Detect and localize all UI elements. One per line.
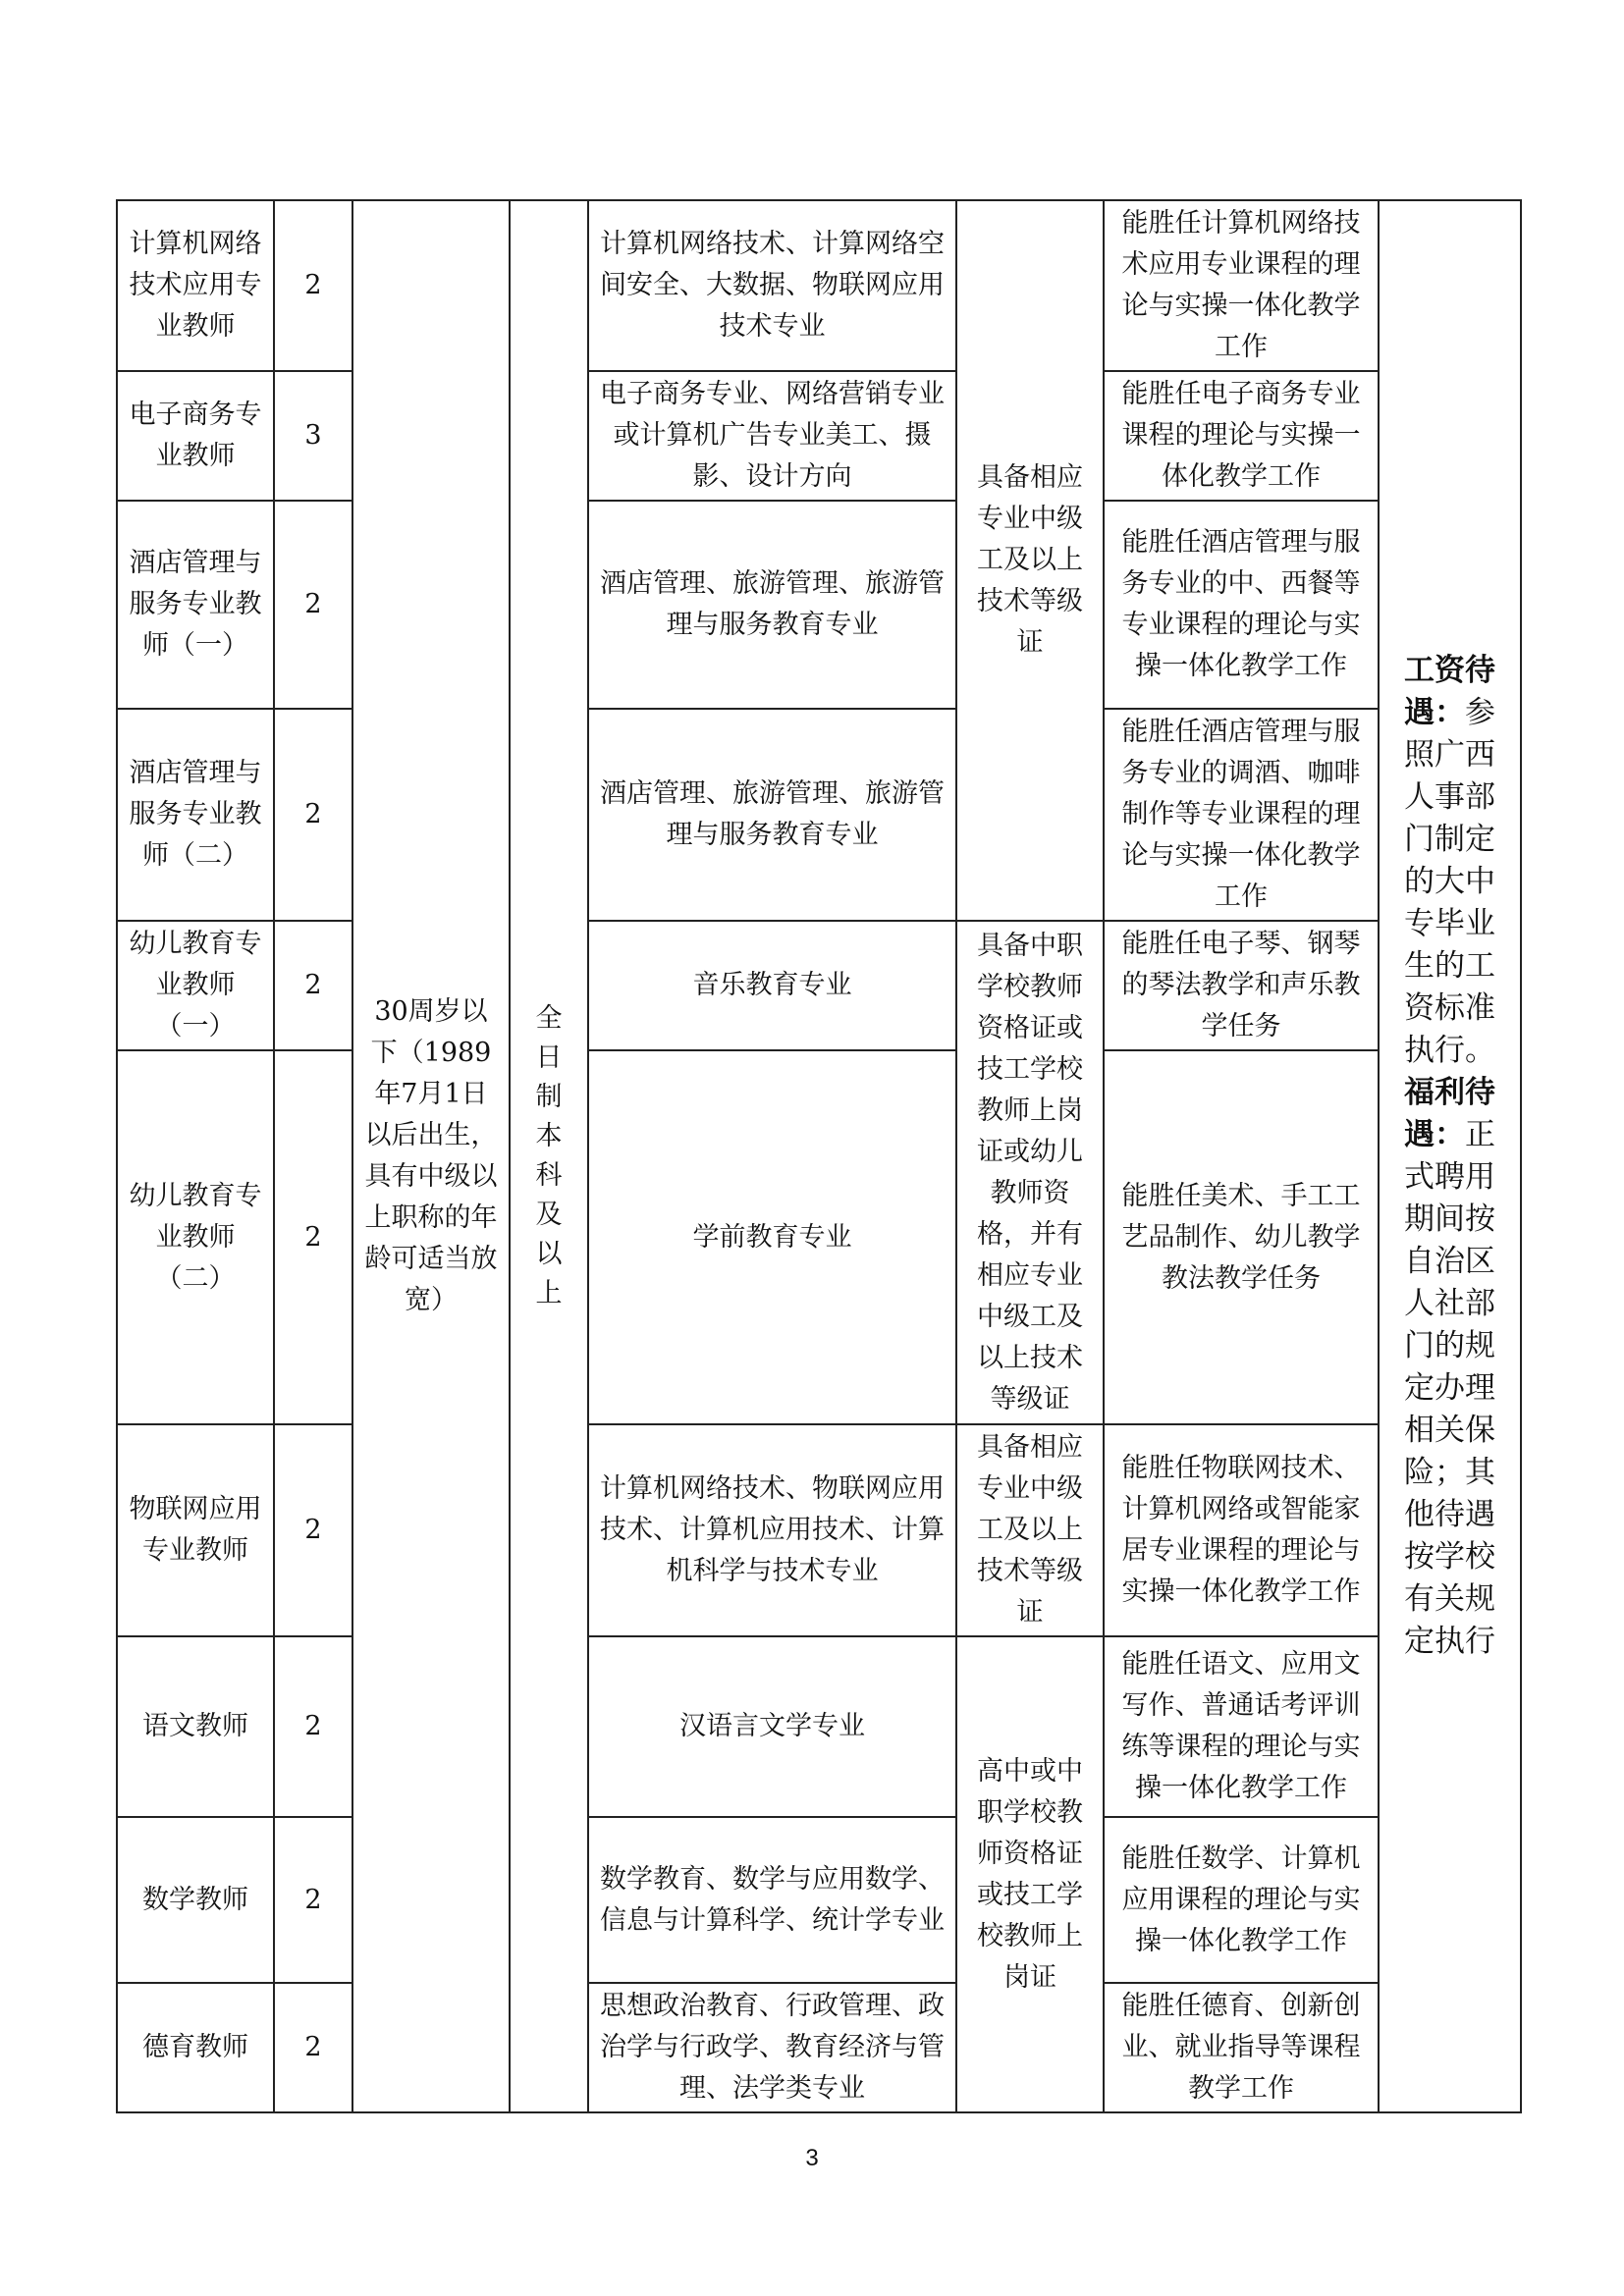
salary-title: 工资待遇： [1404,653,1495,730]
duty-cell: 能胜任数学、计算机应用课程的理论与实操一体化教学工作 [1104,1817,1379,1983]
position-cell: 数学教师 [117,1817,274,1983]
certificate-cell: 具备相应专业中级工及以上技术等级证 [956,200,1104,921]
position-cell: 酒店管理与服务专业教师（一） [117,501,274,709]
recruitment-table [116,199,1522,2113]
major-cell: 酒店管理、旅游管理、旅游管理与服务教育专业 [588,709,956,921]
count-cell: 2 [274,1983,352,2112]
position-cell: 计算机网络技术应用专业教师 [117,200,274,371]
position-cell: 语文教师 [117,1636,274,1817]
position-cell: 幼儿教育专业教师（二） [117,1050,274,1424]
duty-cell: 能胜任电子琴、钢琴的琴法教学和声乐教学任务 [1104,921,1379,1050]
position-cell: 酒店管理与服务专业教师（二） [117,709,274,921]
count-cell: 2 [274,1636,352,1817]
welfare-text: 正式聘用期间按自治区人社部门的规定办理相关保险；其他待遇按学校有关规定执行 [1404,1117,1495,1659]
position-cell: 幼儿教育专业教师（一） [117,921,274,1050]
major-cell: 数学教育、数学与应用数学、信息与计算科学、统计学专业 [588,1817,956,1983]
duty-cell: 能胜任酒店管理与服务专业的调酒、咖啡制作等专业课程的理论与实操一体化教学工作 [1104,709,1379,921]
age-requirement-cell: 30周岁以下（1989年7月1日以后出生，具有中级以上职称的年龄可适当放宽） [352,200,510,2112]
page-number: 3 [805,2145,819,2171]
certificate-cell: 高中或中职学校教师资格证或技工学校教师上岗证 [956,1636,1104,2112]
table-row [117,371,1521,501]
major-cell: 电子商务专业、网络营销专业或计算机广告专业美工、摄影、设计方向 [588,371,956,501]
position-cell: 物联网应用专业教师 [117,1424,274,1636]
major-cell: 酒店管理、旅游管理、旅游管理与服务教育专业 [588,501,956,709]
table-row [117,1050,1521,1424]
table-row [117,1636,1521,1817]
duty-cell: 能胜任酒店管理与服务专业的中、西餐等专业课程的理论与实操一体化教学工作 [1104,501,1379,709]
table-row [117,200,1521,371]
count-cell: 2 [274,1050,352,1424]
table-row [117,709,1521,921]
duty-cell: 能胜任德育、创新创业、就业指导等课程教学工作 [1104,1983,1379,2112]
major-cell: 音乐教育专业 [588,921,956,1050]
count-cell: 2 [274,501,352,709]
major-cell: 计算机网络技术、计算网络空间安全、大数据、物联网应用技术专业 [588,200,956,371]
certificate-cell: 具备相应专业中级工及以上技术等级证 [956,1424,1104,1636]
major-cell: 思想政治教育、行政管理、政治学与行政学、教育经济与管理、法学类专业 [588,1983,956,2112]
duty-cell: 能胜任物联网技术、计算机网络或智能家居专业课程的理论与实操一体化教学工作 [1104,1424,1379,1636]
table-row [117,1983,1521,2112]
count-cell: 2 [274,1424,352,1636]
benefits-cell [1379,200,1521,2112]
count-cell: 2 [274,200,352,371]
duty-cell: 能胜任计算机网络技术应用专业课程的理论与实操一体化教学工作 [1104,200,1379,371]
count-cell: 2 [274,709,352,921]
major-cell: 学前教育专业 [588,1050,956,1424]
table-row [117,1424,1521,1636]
table-row [117,501,1521,709]
salary-text: 参照广西人事部门制定的大中专毕业生的工资标准执行。 [1404,695,1495,1068]
education-cell: 全日制本科及以上 [510,200,588,2112]
welfare-title: 福利待遇： [1404,1075,1495,1152]
position-cell: 电子商务专业教师 [117,371,274,501]
duty-cell: 能胜任美术、手工工艺品制作、幼儿教学教法教学任务 [1104,1050,1379,1424]
duty-cell: 能胜任语文、应用文写作、普通话考评训练等课程的理论与实操一体化教学工作 [1104,1636,1379,1817]
table-row [117,1817,1521,1983]
count-cell: 2 [274,1817,352,1983]
position-cell: 德育教师 [117,1983,274,2112]
count-cell: 3 [274,371,352,501]
table-row [117,921,1521,1050]
duty-cell: 能胜任电子商务专业课程的理论与实操一体化教学工作 [1104,371,1379,501]
count-cell: 2 [274,921,352,1050]
certificate-cell: 具备中职学校教师资格证或技工学校教师上岗证或幼儿教师资格，并有相应专业中级工及以上技术等级证 [956,921,1104,1424]
major-cell: 汉语言文学专业 [588,1636,956,1817]
major-cell: 计算机网络技术、物联网应用技术、计算机应用技术、计算机科学与技术专业 [588,1424,956,1636]
